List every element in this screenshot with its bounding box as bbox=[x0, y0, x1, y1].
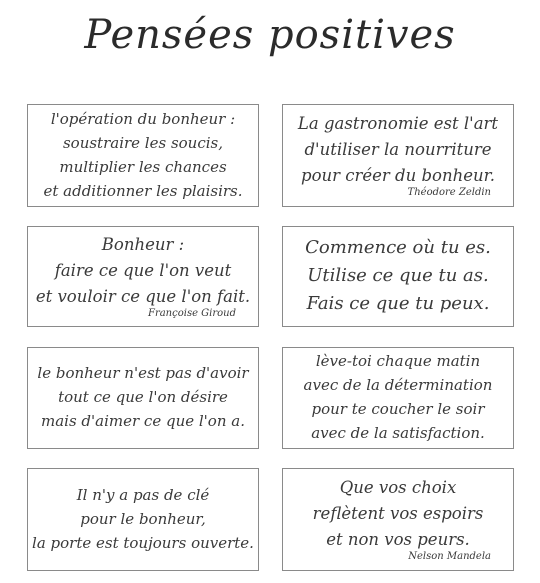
quote-card-gastronomie bbox=[282, 104, 514, 207]
quote-line: tout ce que l'on désire bbox=[58, 388, 228, 406]
quote-card-operation-bonheur bbox=[27, 104, 259, 207]
quote-card-bonheur-avoir bbox=[27, 347, 259, 449]
quote-line: mais d'aimer ce que l'on a. bbox=[41, 412, 245, 430]
quote-line: le bonheur n'est pas d'avoir bbox=[37, 364, 249, 382]
quote-line: d'utiliser la nourriture bbox=[304, 139, 492, 159]
quote-line: Bonheur : bbox=[101, 234, 185, 254]
quote-line: La gastronomie est l'art bbox=[297, 113, 499, 133]
quote-line: la porte est toujours ouverte. bbox=[32, 533, 254, 552]
quote-line: l'opération du bonheur : bbox=[50, 109, 236, 128]
quote-line: faire ce que l'on veut bbox=[54, 260, 232, 280]
quote-line: Que vos choix bbox=[339, 477, 457, 497]
quote-line: pour le bonheur, bbox=[80, 509, 206, 528]
quote-author: Nelson Mandela bbox=[408, 550, 491, 562]
quote-line: pour te coucher le soir bbox=[311, 400, 485, 418]
quote-line: Utilise ce que tu as. bbox=[307, 264, 489, 286]
page-title: Pensées positives bbox=[84, 12, 456, 58]
quote-line: lève-toi chaque matin bbox=[315, 352, 481, 370]
quote-line: multiplier les chances bbox=[59, 157, 227, 176]
quote-author: Françoise Giroud bbox=[148, 307, 236, 319]
quote-line: et non vos peurs. bbox=[326, 529, 470, 549]
quote-card-choix bbox=[282, 468, 514, 571]
quote-line: et additionner les plaisirs. bbox=[43, 181, 243, 200]
quote-card-leve-toi bbox=[282, 347, 514, 449]
quote-line: reflètent vos espoirs bbox=[312, 503, 484, 523]
quote-line: avec de la détermination bbox=[303, 376, 493, 394]
quote-line: Commence où tu es. bbox=[305, 236, 491, 258]
quote-card-cle-bonheur bbox=[27, 468, 259, 571]
quote-author: Théodore Zeldin bbox=[407, 186, 491, 198]
quote-line: pour créer du bonheur. bbox=[301, 165, 495, 185]
quote-card-commence bbox=[282, 226, 514, 327]
quote-line: Fais ce que tu peux. bbox=[306, 292, 490, 314]
quote-line: soustraire les soucis, bbox=[62, 133, 224, 152]
quote-line: Il n'y a pas de clé bbox=[76, 485, 210, 504]
quote-line: avec de la satisfaction. bbox=[311, 424, 485, 442]
quote-line: et vouloir ce que l'on fait. bbox=[35, 286, 251, 306]
quote-card-bonheur-faire bbox=[27, 226, 259, 327]
